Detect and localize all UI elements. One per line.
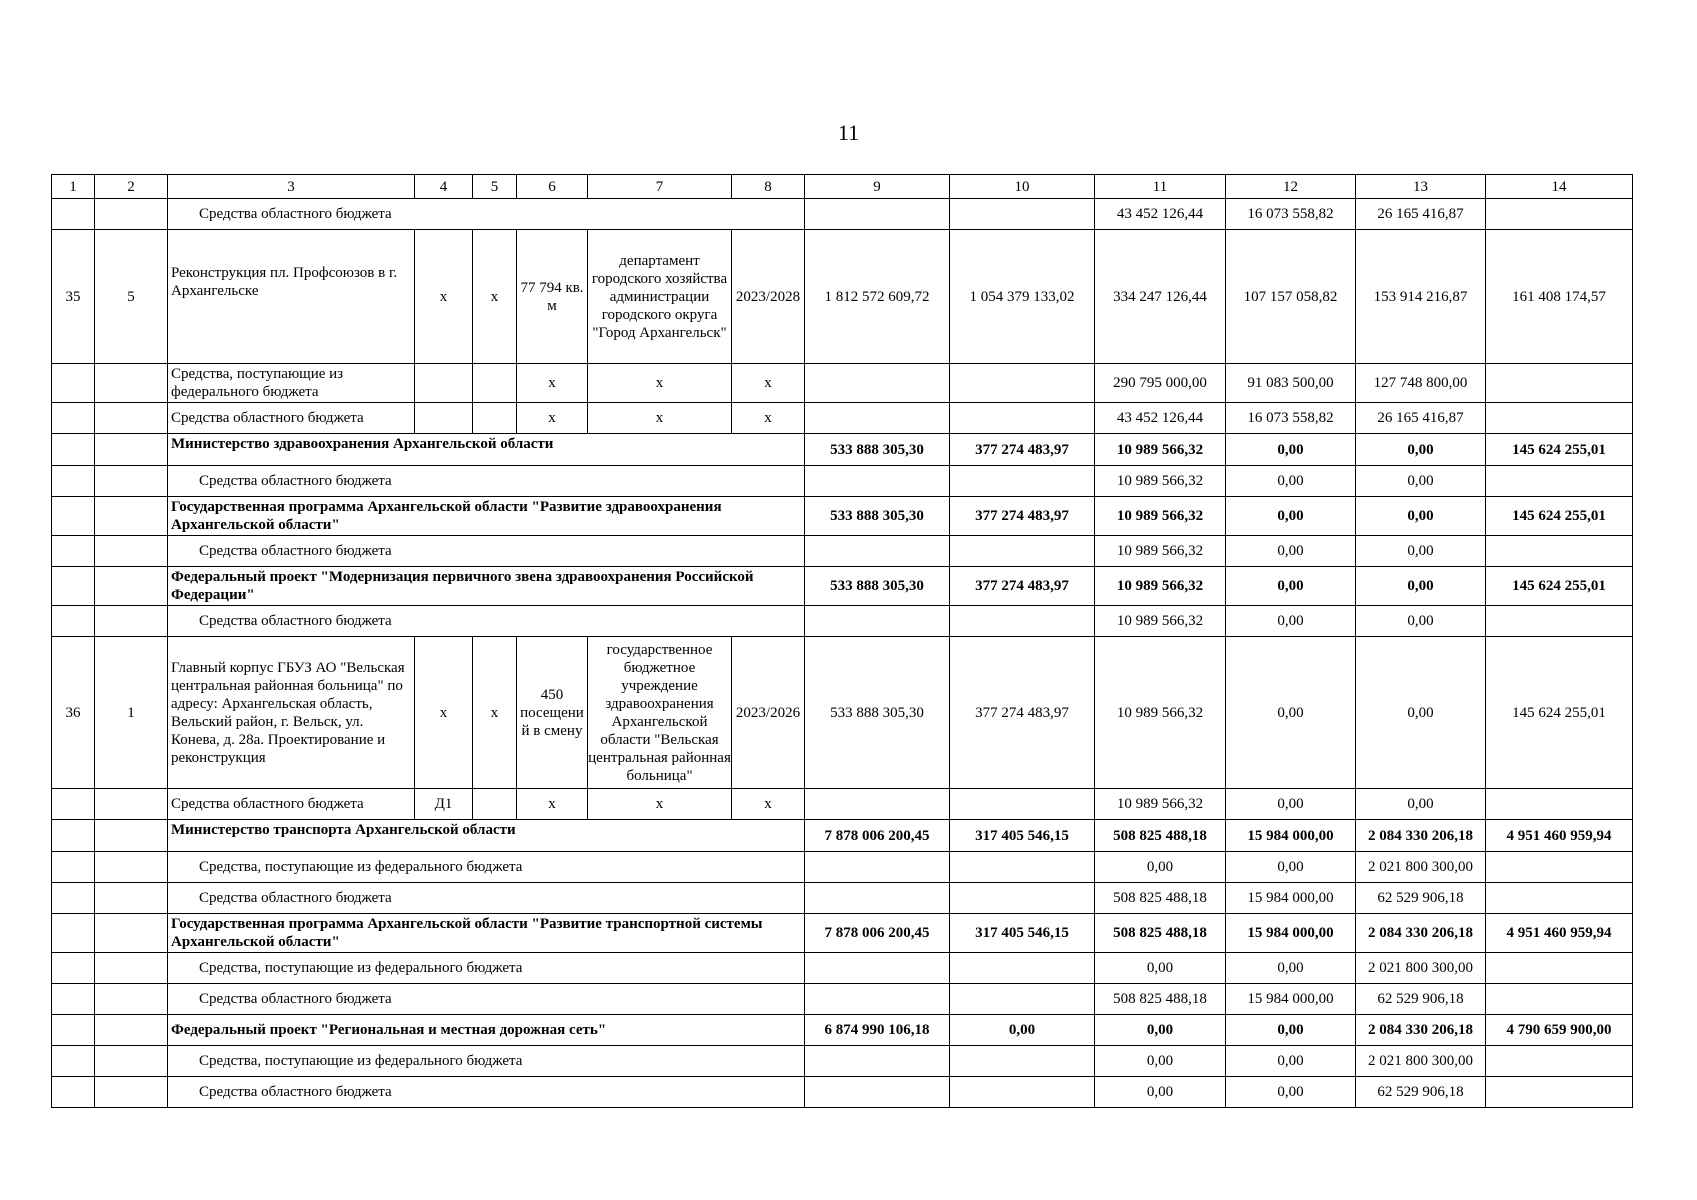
cell-value: х <box>732 364 805 403</box>
amount-cell: 0,00 <box>1095 953 1226 984</box>
table-row <box>52 536 1633 567</box>
amount-cell: 0,00 <box>1226 536 1356 567</box>
amount-cell: 145 624 255,01 <box>1486 637 1633 789</box>
cell-empty <box>95 434 168 466</box>
amount-cell: 10 989 566,32 <box>1095 637 1226 789</box>
amount-cell: 377 274 483,97 <box>950 567 1095 606</box>
amount-cell: 317 405 546,15 <box>950 914 1095 953</box>
item-number: 1 <box>95 637 168 789</box>
amount-cell: 0,00 <box>1226 567 1356 606</box>
cell-empty <box>950 364 1095 403</box>
object-name: Реконструкция пл. Профсоюзов в г. Архангельске <box>168 230 415 364</box>
cell-empty <box>1486 953 1633 984</box>
cell-empty <box>95 953 168 984</box>
capacity-cell: 77 794 кв. м <box>517 230 588 364</box>
cell-empty <box>1486 466 1633 497</box>
cell-value: х <box>588 403 732 434</box>
cell-empty <box>52 1015 95 1046</box>
amount-cell: 43 452 126,44 <box>1095 403 1226 434</box>
cell-empty <box>52 466 95 497</box>
cell-value: х <box>732 789 805 820</box>
period-cell: 2023/2028 <box>732 230 805 364</box>
cell-empty <box>950 536 1095 567</box>
header-cell: 13 <box>1356 175 1486 199</box>
amount-cell: 508 825 488,18 <box>1095 984 1226 1015</box>
cell-empty <box>95 364 168 403</box>
customer-cell: департамент городского хозяйства администрации городского округа "Город Архангельск" <box>588 230 732 364</box>
amount-cell: 62 529 906,18 <box>1356 984 1486 1015</box>
amount-cell: 10 989 566,32 <box>1095 567 1226 606</box>
table-row <box>52 230 1633 364</box>
budget-table <box>51 174 1633 1108</box>
table-row <box>52 606 1633 637</box>
table-row <box>52 1077 1633 1108</box>
cell-empty <box>473 364 517 403</box>
cell-empty <box>415 364 473 403</box>
amount-cell: 533 888 305,30 <box>805 567 950 606</box>
cell-empty <box>805 789 950 820</box>
amount-cell: 107 157 058,82 <box>1226 230 1356 364</box>
amount-cell: 508 825 488,18 <box>1095 883 1226 914</box>
cell-empty <box>52 567 95 606</box>
amount-cell: 10 989 566,32 <box>1095 466 1226 497</box>
cell-empty <box>1486 852 1633 883</box>
amount-cell: 0,00 <box>1226 606 1356 637</box>
table-row <box>52 637 1633 789</box>
amount-cell: 377 274 483,97 <box>950 434 1095 466</box>
amount-cell: 15 984 000,00 <box>1226 820 1356 852</box>
amount-cell: 26 165 416,87 <box>1356 199 1486 230</box>
amount-cell: 153 914 216,87 <box>1356 230 1486 364</box>
cell-value: х <box>415 637 473 789</box>
cell-value: х <box>517 789 588 820</box>
cell-empty <box>1486 606 1633 637</box>
amount-cell: 0,00 <box>1356 637 1486 789</box>
cell-empty <box>52 953 95 984</box>
amount-cell: 0,00 <box>1226 434 1356 466</box>
header-cell: 9 <box>805 175 950 199</box>
amount-cell: 533 888 305,30 <box>805 434 950 466</box>
cell-empty <box>805 466 950 497</box>
cell-empty <box>95 984 168 1015</box>
row-number: 36 <box>52 637 95 789</box>
cell-empty <box>805 883 950 914</box>
amount-cell: 0,00 <box>1226 1046 1356 1077</box>
table-row <box>52 364 1633 403</box>
cell-empty <box>415 403 473 434</box>
funding-source: Средства областного бюджета <box>168 466 805 497</box>
amount-cell: 1 812 572 609,72 <box>805 230 950 364</box>
cell-empty <box>950 606 1095 637</box>
amount-cell: 0,00 <box>1095 1015 1226 1046</box>
header-cell: 5 <box>473 175 517 199</box>
cell-empty <box>95 789 168 820</box>
cell-empty <box>95 1077 168 1108</box>
cell-empty <box>805 852 950 883</box>
header-cell: 3 <box>168 175 415 199</box>
cell-empty <box>950 953 1095 984</box>
cell-empty <box>1486 536 1633 567</box>
cell-empty <box>95 199 168 230</box>
table-row <box>52 953 1633 984</box>
period-cell: 2023/2026 <box>732 637 805 789</box>
cell-value: х <box>588 364 732 403</box>
amount-cell: 0,00 <box>1356 497 1486 536</box>
amount-cell: 7 878 006 200,45 <box>805 820 950 852</box>
amount-cell: 4 951 460 959,94 <box>1486 820 1633 852</box>
cell-empty <box>95 466 168 497</box>
cell-empty <box>95 1015 168 1046</box>
amount-cell: 4 790 659 900,00 <box>1486 1015 1633 1046</box>
amount-cell: 62 529 906,18 <box>1356 883 1486 914</box>
amount-cell: 2 084 330 206,18 <box>1356 1015 1486 1046</box>
cell-empty <box>95 606 168 637</box>
header-cell: 7 <box>588 175 732 199</box>
amount-cell: 0,00 <box>1356 434 1486 466</box>
cell-empty <box>1486 1046 1633 1077</box>
amount-cell: 91 083 500,00 <box>1226 364 1356 403</box>
cell-empty <box>52 364 95 403</box>
cell-empty <box>95 497 168 536</box>
cell-empty <box>1486 1077 1633 1108</box>
amount-cell: 15 984 000,00 <box>1226 984 1356 1015</box>
cell-empty <box>95 883 168 914</box>
funding-source: Средства областного бюджета <box>168 403 415 434</box>
funding-source: Средства областного бюджета <box>168 984 805 1015</box>
amount-cell: 6 874 990 106,18 <box>805 1015 950 1046</box>
amount-cell: 533 888 305,30 <box>805 637 950 789</box>
cell-empty <box>473 403 517 434</box>
capacity-cell: 450 посещений в смену <box>517 637 588 789</box>
amount-cell: 0,00 <box>1226 1077 1356 1108</box>
amount-cell: 0,00 <box>950 1015 1095 1046</box>
amount-cell: 145 624 255,01 <box>1486 567 1633 606</box>
funding-source: Средства, поступающие из федерального бюджета <box>168 953 805 984</box>
page-number: 11 <box>837 120 860 145</box>
funding-source: Средства областного бюджета <box>168 606 805 637</box>
project-title: Федеральный проект "Региональная и местная дорожная сеть" <box>168 1015 805 1046</box>
cell-empty <box>950 1077 1095 1108</box>
cell-empty <box>1486 883 1633 914</box>
cell-empty <box>950 403 1095 434</box>
cell-empty <box>950 1046 1095 1077</box>
cell-empty <box>950 883 1095 914</box>
cell-empty <box>52 434 95 466</box>
header-cell: 12 <box>1226 175 1356 199</box>
funding-source: Средства областного бюджета <box>168 883 805 914</box>
amount-cell: 0,00 <box>1356 536 1486 567</box>
cell-empty <box>1486 984 1633 1015</box>
amount-cell: 0,00 <box>1356 466 1486 497</box>
program-title: Государственная программа Архангельской области "Развитие транспортной системы Архангельской области" <box>168 914 805 953</box>
amount-cell: 0,00 <box>1356 567 1486 606</box>
amount-cell: 2 021 800 300,00 <box>1356 1046 1486 1077</box>
amount-cell: 161 408 174,57 <box>1486 230 1633 364</box>
table-row <box>52 984 1633 1015</box>
table-row <box>52 820 1633 852</box>
amount-cell: 43 452 126,44 <box>1095 199 1226 230</box>
item-number: 5 <box>95 230 168 364</box>
amount-cell: 16 073 558,82 <box>1226 403 1356 434</box>
amount-cell: 1 054 379 133,02 <box>950 230 1095 364</box>
cell-empty <box>95 852 168 883</box>
amount-cell: 508 825 488,18 <box>1095 820 1226 852</box>
cell-value: х <box>588 789 732 820</box>
cell-empty <box>52 199 95 230</box>
amount-cell: 0,00 <box>1095 852 1226 883</box>
cell-empty <box>805 403 950 434</box>
project-title: Федеральный проект "Модернизация первичного звена здравоохранения Российской Федерации" <box>168 567 805 606</box>
cell-empty <box>950 984 1095 1015</box>
cell-empty <box>52 820 95 852</box>
header-cell: 10 <box>950 175 1095 199</box>
amount-cell: 2 084 330 206,18 <box>1356 820 1486 852</box>
amount-cell: 62 529 906,18 <box>1356 1077 1486 1108</box>
amount-cell: 15 984 000,00 <box>1226 914 1356 953</box>
amount-cell: 7 878 006 200,45 <box>805 914 950 953</box>
table-row <box>52 567 1633 606</box>
cell-empty <box>473 789 517 820</box>
amount-cell: 377 274 483,97 <box>950 637 1095 789</box>
header-row <box>52 175 1633 199</box>
amount-cell: 10 989 566,32 <box>1095 497 1226 536</box>
amount-cell: 0,00 <box>1356 606 1486 637</box>
table-row <box>52 466 1633 497</box>
cell-empty <box>805 606 950 637</box>
amount-cell: 0,00 <box>1226 953 1356 984</box>
amount-cell: 145 624 255,01 <box>1486 434 1633 466</box>
cell-empty <box>950 466 1095 497</box>
header-cell: 14 <box>1486 175 1633 199</box>
amount-cell: 0,00 <box>1226 497 1356 536</box>
amount-cell: 0,00 <box>1226 789 1356 820</box>
header-cell: 4 <box>415 175 473 199</box>
table-row <box>52 883 1633 914</box>
section-title: Министерство здравоохранения Архангельской области <box>168 434 805 466</box>
cell-empty <box>950 789 1095 820</box>
table-row <box>52 434 1633 466</box>
cell-empty <box>950 852 1095 883</box>
table-row <box>52 199 1633 230</box>
cell-empty <box>52 1046 95 1077</box>
section-title: Министерство транспорта Архангельской области <box>168 820 805 852</box>
cell-empty <box>805 1046 950 1077</box>
funding-source: Средства областного бюджета <box>168 199 805 230</box>
cell-empty <box>95 403 168 434</box>
amount-cell: 16 073 558,82 <box>1226 199 1356 230</box>
amount-cell: 4 951 460 959,94 <box>1486 914 1633 953</box>
amount-cell: 0,00 <box>1226 637 1356 789</box>
amount-cell: 15 984 000,00 <box>1226 883 1356 914</box>
amount-cell: 10 989 566,32 <box>1095 536 1226 567</box>
funding-source: Средства областного бюджета <box>168 536 805 567</box>
cell-empty <box>95 1046 168 1077</box>
row-number: 35 <box>52 230 95 364</box>
cell-empty <box>805 364 950 403</box>
cell-empty <box>52 536 95 567</box>
amount-cell: 2 021 800 300,00 <box>1356 953 1486 984</box>
amount-cell: 10 989 566,32 <box>1095 789 1226 820</box>
amount-cell: 0,00 <box>1356 789 1486 820</box>
table-row <box>52 403 1633 434</box>
amount-cell: 0,00 <box>1095 1077 1226 1108</box>
funding-source: Средства областного бюджета <box>168 789 415 820</box>
cell-value: х <box>517 364 588 403</box>
cell-empty <box>1486 199 1633 230</box>
table-row <box>52 497 1633 536</box>
amount-cell: 10 989 566,32 <box>1095 434 1226 466</box>
amount-cell: 290 795 000,00 <box>1095 364 1226 403</box>
header-cell: 1 <box>52 175 95 199</box>
cell-empty <box>950 199 1095 230</box>
cell-value: Д1 <box>415 789 473 820</box>
funding-source: Средства, поступающие из федерального бюджета <box>168 364 415 403</box>
amount-cell: 317 405 546,15 <box>950 820 1095 852</box>
funding-source: Средства, поступающие из федерального бюджета <box>168 1046 805 1077</box>
amount-cell: 0,00 <box>1226 466 1356 497</box>
cell-empty <box>1486 789 1633 820</box>
cell-empty <box>52 914 95 953</box>
cell-empty <box>805 536 950 567</box>
header-cell: 6 <box>517 175 588 199</box>
cell-empty <box>95 820 168 852</box>
header-cell: 2 <box>95 175 168 199</box>
cell-empty <box>1486 403 1633 434</box>
cell-empty <box>52 883 95 914</box>
customer-cell: государственное бюджетное учреждение здравоохранения Архангельской области "Вельская центральная районная больница" <box>588 637 732 789</box>
amount-cell: 26 165 416,87 <box>1356 403 1486 434</box>
cell-empty <box>805 1077 950 1108</box>
amount-cell: 10 989 566,32 <box>1095 606 1226 637</box>
amount-cell: 0,00 <box>1095 1046 1226 1077</box>
amount-cell: 334 247 126,44 <box>1095 230 1226 364</box>
amount-cell: 0,00 <box>1226 1015 1356 1046</box>
cell-empty <box>805 199 950 230</box>
table-row <box>52 852 1633 883</box>
cell-value: х <box>473 230 517 364</box>
cell-empty <box>95 914 168 953</box>
amount-cell: 2 084 330 206,18 <box>1356 914 1486 953</box>
funding-source: Средства областного бюджета <box>168 1077 805 1108</box>
funding-source: Средства, поступающие из федерального бюджета <box>168 852 805 883</box>
cell-empty <box>52 789 95 820</box>
table-row <box>52 914 1633 953</box>
amount-cell: 377 274 483,97 <box>950 497 1095 536</box>
cell-empty <box>52 1077 95 1108</box>
cell-empty <box>52 403 95 434</box>
table-row <box>52 789 1633 820</box>
cell-value: х <box>732 403 805 434</box>
program-title: Государственная программа Архангельской области "Развитие здравоохранения Архангельской области" <box>168 497 805 536</box>
header-cell: 11 <box>1095 175 1226 199</box>
amount-cell: 508 825 488,18 <box>1095 914 1226 953</box>
cell-empty <box>52 984 95 1015</box>
header-cell: 8 <box>732 175 805 199</box>
amount-cell: 0,00 <box>1226 852 1356 883</box>
cell-empty <box>1486 364 1633 403</box>
object-name: Главный корпус ГБУЗ АО "Вельская центральная районная больница" по адресу: Архангельская область, Вельский район, г. Вельск, ул. Конева, д. 28а. Проектирование и реконструкция <box>168 637 415 789</box>
cell-value: х <box>517 403 588 434</box>
cell-empty <box>805 984 950 1015</box>
cell-empty <box>52 852 95 883</box>
amount-cell: 145 624 255,01 <box>1486 497 1633 536</box>
cell-empty <box>805 953 950 984</box>
cell-empty <box>95 567 168 606</box>
amount-cell: 127 748 800,00 <box>1356 364 1486 403</box>
cell-empty <box>52 497 95 536</box>
cell-value: х <box>415 230 473 364</box>
cell-empty <box>52 606 95 637</box>
cell-value: х <box>473 637 517 789</box>
amount-cell: 533 888 305,30 <box>805 497 950 536</box>
amount-cell: 2 021 800 300,00 <box>1356 852 1486 883</box>
cell-empty <box>95 536 168 567</box>
table-row <box>52 1046 1633 1077</box>
table-row <box>52 1015 1633 1046</box>
